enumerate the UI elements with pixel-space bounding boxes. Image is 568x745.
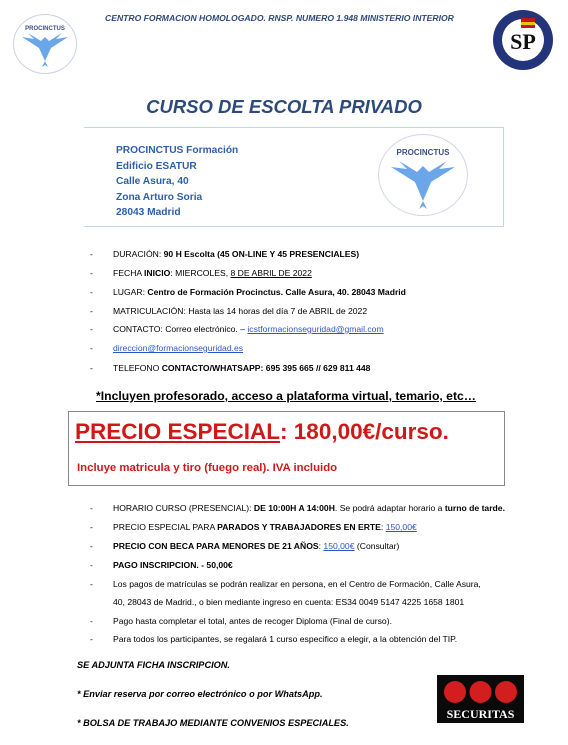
securitas-logo xyxy=(437,675,524,723)
note-ficha: SE ADJUNTA FICHA INSCRIPCION. xyxy=(77,660,230,670)
pagos-line-2: 40, 28043 de Madrid., o bien mediante ingreso en cuenta: ES34 0049 5147 4225 1658 1801 xyxy=(113,597,465,607)
duracion-value: 90 H Escolta (45 ON-LINE Y 45 PRESENCIALES) xyxy=(163,249,360,259)
logo-right-text: SP xyxy=(510,29,536,54)
pagos-line-1: Los pagos de matrículas se podrán realizar en persona, en el Centro de Formación, Calle Asura, xyxy=(113,579,481,589)
address-line: 28043 Madrid xyxy=(116,207,181,218)
price-amount: : 180,00€/curso. xyxy=(280,419,449,444)
procinctus-logo xyxy=(13,14,77,74)
parados-price: 150,00€ xyxy=(385,522,417,532)
telefono-value: CONTACTO/WHATSAPP: 695 395 665 // 629 811 448 xyxy=(161,363,371,373)
matriculacion: MATRICULACIÓN: Hasta las 14 horas del día 7 de ABRIL de 2022 xyxy=(113,306,368,316)
logo-text: PROCINCTUS xyxy=(25,26,65,32)
direccion-email-link[interactable]: direccion@formacionseguridad.es xyxy=(113,343,244,353)
pago-inscripcion: PAGO INSCRIPCION. - 50,00€ xyxy=(113,560,233,570)
page-title: CURSO DE ESCOLTA PRIVADO xyxy=(146,96,422,117)
logo-text: PROCINCTUS xyxy=(396,148,450,157)
pago-completar: Pago hasta completar el total, antes de recoger Diploma (Final de curso). xyxy=(113,616,392,626)
address-line: PROCINCTUS Formación xyxy=(116,145,239,156)
fecha-date: 8 DE ABRIL DE 2022 xyxy=(230,268,312,278)
address-line: Calle Asura, 40 xyxy=(116,176,189,187)
address-block xyxy=(116,143,238,221)
address-line: Edificio ESATUR xyxy=(116,160,197,172)
beca-price: 150,00€ xyxy=(323,541,355,551)
header-line: CENTRO FORMACION HOMOLOGADO. RNSP. NUMERO 1.948 MINISTERIO INTERIOR xyxy=(105,13,454,23)
price-subtitle: Incluye matricula y tiro (fuego real). IVA incluido xyxy=(77,462,338,474)
price-line xyxy=(75,419,449,445)
securitas-text: SECURITAS xyxy=(446,707,515,721)
lugar-value: Centro de Formación Procinctus. Calle Asura, 40. 28043 Madrid xyxy=(147,287,406,297)
fecha-inicio: INICIO xyxy=(144,268,171,278)
note-bolsa: * BOLSA DE TRABAJO MEDIANTE CONVENIOS ESPECIALES. xyxy=(77,718,349,728)
sindicato-logo xyxy=(491,8,555,72)
price-label: PRECIO ESPECIAL xyxy=(75,419,281,444)
contact-email-link[interactable]: icstformacionseguridad@gmail.com xyxy=(247,324,384,334)
incluyen-note: *Incluyen profesorado, acceso a plataforma virtual, temario, etc… xyxy=(96,389,476,403)
note-reserva: * Enviar reserva por correo electrónico o por WhatsApp. xyxy=(77,689,323,699)
address-line: Zona Arturo Soria xyxy=(116,191,203,203)
regalo-curso: Para todos los participantes, se regalará 1 curso especifico a elegir, a la obtención del TIP. xyxy=(113,634,458,644)
duracion-label: DURACIÓN: xyxy=(113,249,164,259)
procinctus-logo-large xyxy=(378,134,468,216)
